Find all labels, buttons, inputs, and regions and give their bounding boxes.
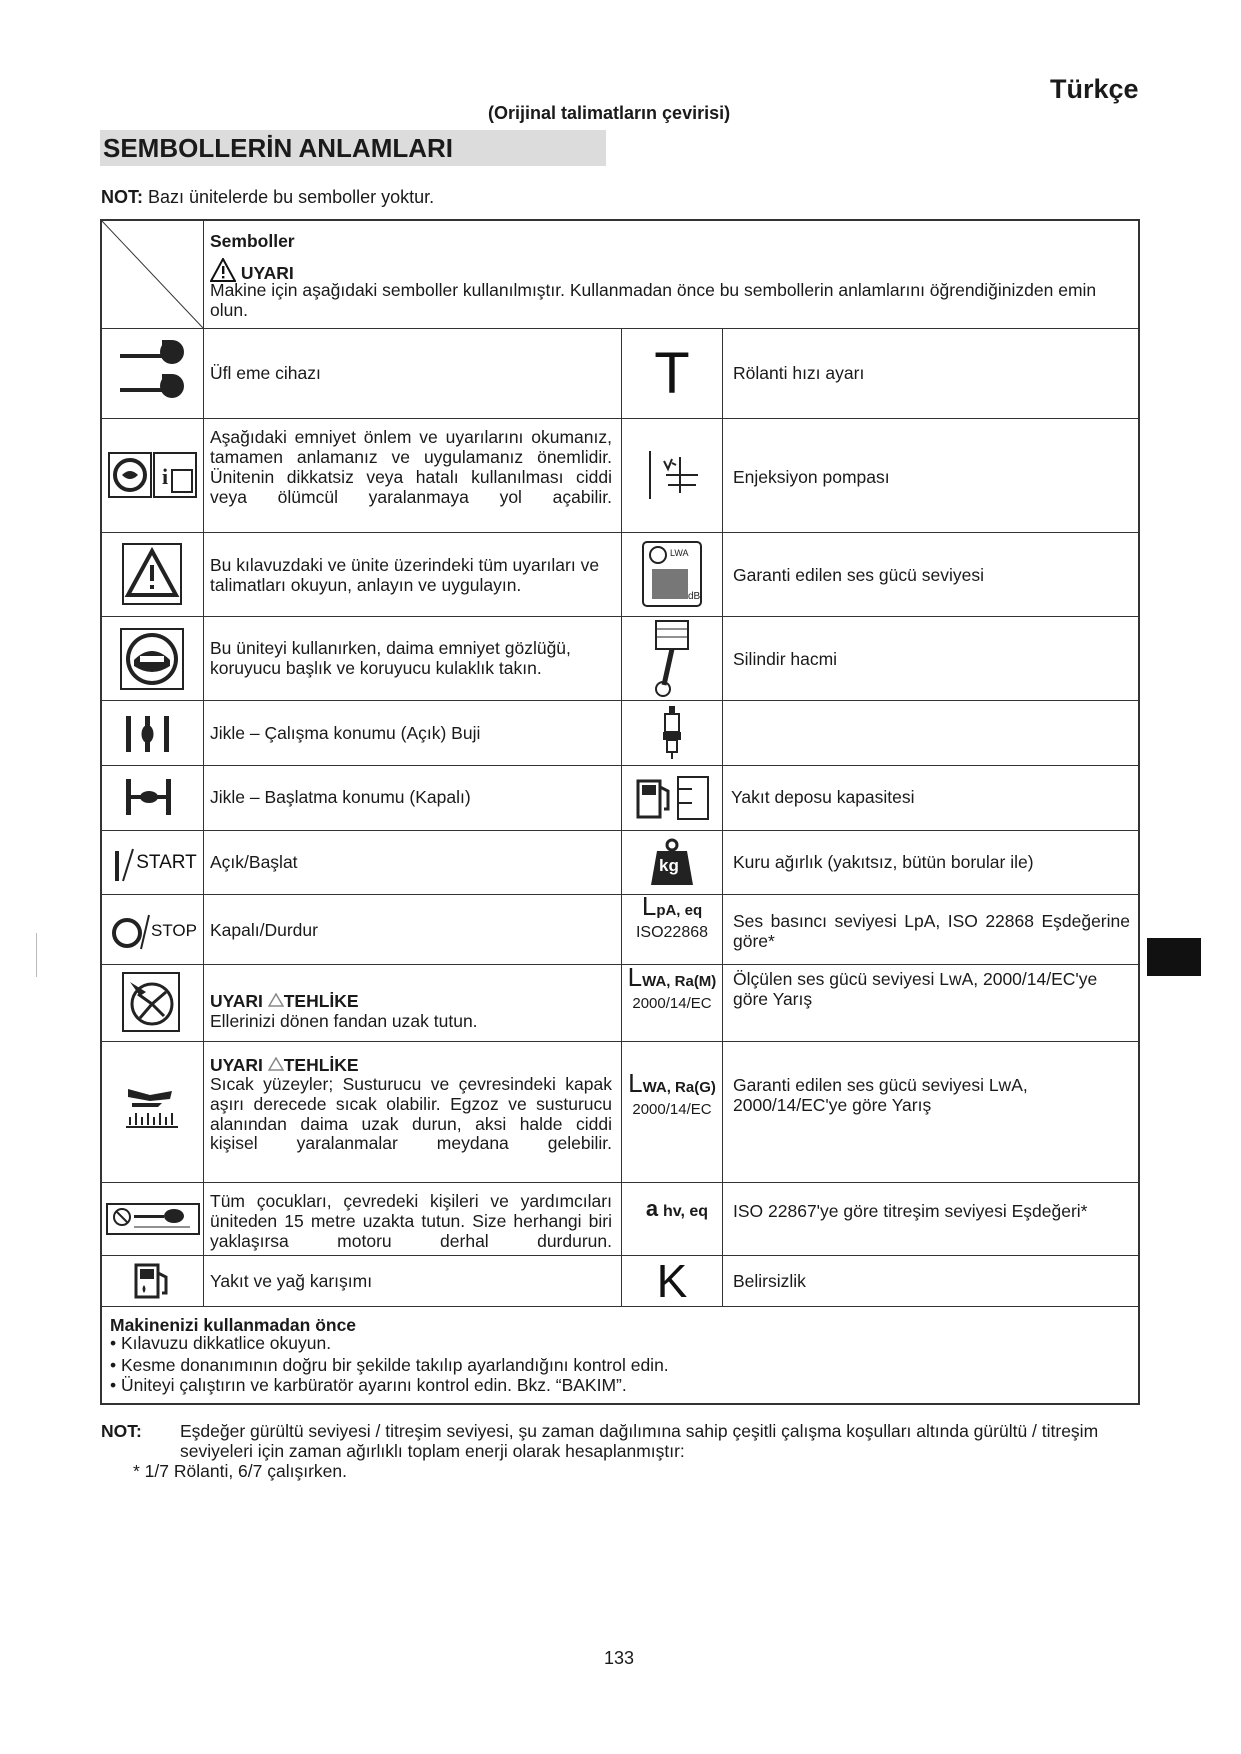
left-row-3-desc: Bu kılavuzdaki ve ünite üzerindeki tüm uyarıları ve talimatları okuyun, anlayın ve uygulayın. [210, 555, 600, 595]
on-line-icon [113, 843, 135, 883]
left-row-4-desc: Bu üniteyi kullanırken, daima emniyet gözlüğü, koruyucu başlık ve koruyucu kulaklık takın. [210, 638, 571, 678]
svg-text:i: i [162, 464, 169, 489]
left-row-10-warning: UYARI TEHLİKE [210, 1055, 359, 1075]
keep-distance-icon [106, 1203, 200, 1235]
table-header-warning-text: Makine için aşağıdaki semboller kullanılmıştır. Kullanmadan önce bu sembollerin anlamlarını öğrendiğinizden emin olun. [210, 280, 1097, 320]
blower-icon [116, 338, 192, 410]
warning-sign-icon [122, 543, 182, 605]
left-row-7-desc: Açık/Başlat [210, 852, 298, 872]
margin-mark [36, 933, 37, 977]
header-diagonal [102, 221, 203, 328]
choke-closed-icon [124, 777, 176, 817]
left-row-11-desc: Tüm çocukları, çevredeki kişileri ve yardımcıları üniteden 15 metre uzakta tutun. Size herhangi biri yaklaşırsa motoru derhal durdurun. [210, 1191, 612, 1251]
small-warning-icon [268, 993, 284, 1007]
footer-title: Makinenizi kullanmadan önce [110, 1315, 357, 1335]
spark-plug-icon [660, 705, 684, 761]
top-note: NOT: Bazı ünitelerde bu semboller yoktur. [101, 187, 435, 207]
left-row-8-desc: Kapalı/Durdur [210, 920, 318, 940]
left-row-10-desc: Sıcak yüzeyler; Susturucu ve çevresindeki kapak aşırı derecede sıcak olabilir. Egzoz ve susturucu alanından daima uzak durun, aksi halde ciddi kişisel yaralanmalar meydana gelebilir. [210, 1074, 612, 1154]
bottom-note: NOT: Eşdeğer gürültü seviyesi / titreşim seviyesi, şu zaman dağılımına sahip çeşitli çalışma koşulları altında gürültü / titreşim seviyeleri için zaman ağırlıklı toplam enerji olarak hesaplanmıştır: * 1/7 Rölanti, 6/7 çalışırken. [101, 1421, 1140, 1481]
footer-item-1: • Kılavuzu dikkatlice okuyun. [110, 1333, 332, 1353]
right-row-11-desc: ISO 22867'ye göre titreşim seviyesi Eşdeğeri* [733, 1201, 1088, 1221]
side-tab-marker [1147, 938, 1201, 976]
left-row-2-desc: Aşağıdaki emniyet önlem ve uyarılarını okumanız, tamamen anlamanız ve uygulamanız önemlidir. Ünitenin dikkatsiz veya hatalı kullanılması ciddi veya ölümcül yaralanmaya yol açabilir. [210, 427, 612, 507]
left-row-1-desc: Üfl eme cihazı [210, 363, 321, 383]
table-header-title: Semboller [210, 231, 295, 251]
read-manual-icon [108, 452, 198, 498]
left-row-12-desc: Yakıt ve yağ karışımı [210, 1271, 373, 1291]
footer-item-3: • Üniteyi çalıştırın ve karbüratör ayarını kontrol edin. Bkz. “BAKIM”. [110, 1375, 627, 1395]
injection-pump-icon [646, 449, 702, 501]
footer-item-2: • Kesme donanımının doğru bir şekilde takılıp ayarlandığını kontrol edin. [110, 1355, 669, 1375]
right-row-12-desc: Belirsizlik [733, 1271, 806, 1291]
symbols-table [100, 219, 1140, 1405]
lpa-symbol: LpA, eq ISO22868 [635, 891, 709, 941]
small-warning-icon-2 [268, 1057, 284, 1071]
right-row-7-desc: Kuru ağırlık (yakıtsız, bütün borular ile) [733, 852, 1034, 872]
vibration-symbol: a hv, eq [645, 1196, 709, 1221]
right-row-9-desc: Ölçülen ses gücü seviyesi LwA, 2000/14/EC'ye göre Yarış [733, 969, 1098, 1009]
start-symbol: START [110, 841, 200, 885]
lwa-m-symbol: LWA, Ra(M) 2000/14/EC [627, 962, 717, 1012]
right-row-8-desc: Ses basıncı seviyesi LpA, ISO 22868 Eşdeğerine göre* [733, 911, 1130, 951]
lwa-g-symbol: LWA, Ra(G) 2000/14/EC [628, 1068, 716, 1118]
page-number: 133 [604, 1648, 635, 1668]
left-row-6-desc: Jikle – Başlatma konumu (Kapalı) [210, 787, 471, 807]
fuel-mixture-icon [132, 1261, 172, 1301]
fuel-tank-capacity-icon [636, 775, 712, 821]
right-row-10-desc: Garanti edilen ses gücü seviyesi LwA, 2000/14/EC'ye göre Yarış [733, 1075, 1028, 1115]
cylinder-volume-icon [650, 619, 694, 699]
choke-open-icon [124, 714, 176, 754]
bottom-footnote: * 1/7 Rölanti, 6/7 çalışırken. [133, 1461, 347, 1481]
section-title: SEMBOLLERİN ANLAMLARI [100, 130, 606, 166]
hot-surface-icon [124, 1083, 180, 1129]
weight-kg-label: kg [659, 856, 679, 875]
left-row-5-desc: Jikle – Çalışma konumu (Açık) Buji [210, 723, 481, 743]
weight-symbol [646, 836, 698, 888]
warning-triangle-icon [210, 258, 236, 282]
right-row-2-desc: Enjeksiyon pompası [733, 467, 890, 487]
subtitle: (Orijinal talimatların çevirisi) [488, 103, 731, 123]
protective-gear-icon [120, 628, 184, 690]
sound-power-icon [642, 541, 702, 607]
off-circle-icon [111, 911, 151, 951]
table-header-warning: UYARI [210, 258, 1130, 283]
right-row-1-desc: Rölanti hızı ayarı [733, 363, 865, 383]
stop-symbol: STOP [106, 909, 202, 953]
lwa-label: LWA [670, 548, 689, 558]
right-row-4-desc: Silindir hacmi [733, 649, 838, 669]
uncertainty-symbol: K [656, 1255, 688, 1307]
left-row-9-warning: UYARI TEHLİKE [210, 991, 359, 1011]
language-label: Türkçe [1050, 74, 1139, 104]
idle-speed-symbol: T [654, 341, 690, 406]
db-label: dB [688, 591, 701, 602]
right-row-6-desc: Yakıt deposu kapasitesi [731, 787, 915, 807]
left-row-9-desc: Ellerinizi dönen fandan uzak tutun. [210, 1011, 478, 1031]
rotating-fan-icon [122, 972, 180, 1032]
right-row-3-desc: Garanti edilen ses gücü seviyesi [733, 565, 984, 585]
